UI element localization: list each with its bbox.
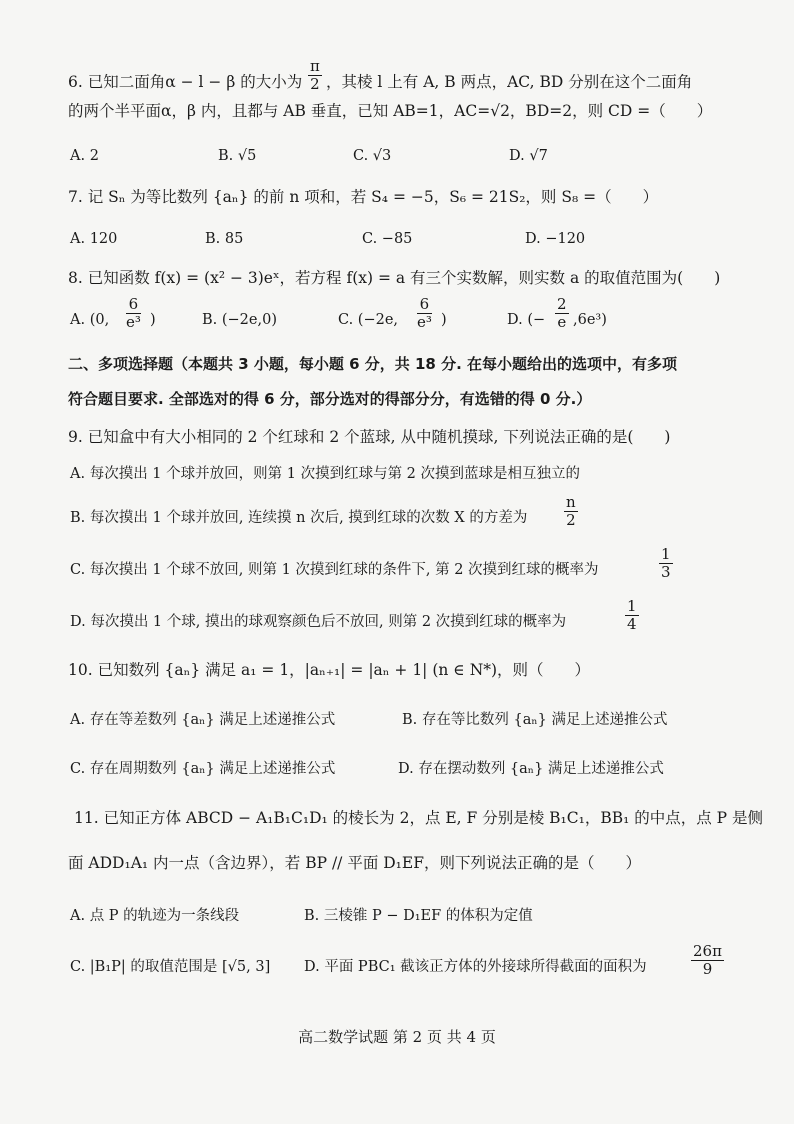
q9-option-d-num: 1: [627, 597, 637, 615]
q8-option-a-num: 6: [126, 296, 141, 314]
q9-option-d: D. 每次摸出 1 个球, 摸出的球观察颜色后不放回, 则第 2 次摸到红球的概率为: [70, 614, 567, 630]
q9-option-c: C. 每次摸出 1 个球不放回, 则第 1 次摸到红球的条件下, 第 2 次摸到红球的概率为: [70, 562, 599, 578]
q6-option-b: B. √5: [218, 148, 257, 164]
q11-option-d-frac: [691, 943, 724, 978]
q9-option-d-frac: [625, 598, 639, 633]
q6-option-c: C. √3: [353, 148, 392, 164]
q8-option-d-num: 2: [557, 295, 567, 313]
q9-option-b-num: n: [566, 493, 576, 511]
q10-option-a: A. 存在等差数列 {aₙ} 满足上述递推公式: [70, 712, 336, 728]
q6-stem-start: 6. 已知二面角α − l − β 的大小为: [68, 73, 303, 91]
section2-heading-text1: 二、多项选择题（本题共 3 小题，每小题 6 分，共 18 分. 在每小题给出的选项中，有多项: [68, 355, 678, 373]
q8-option-a-frac: [126, 296, 141, 331]
q8-option-a-post: ): [150, 312, 156, 328]
q8-option-c-den: e³: [417, 313, 432, 331]
page-footer: [0, 1027, 794, 1047]
q7-option-d: D. −120: [525, 231, 586, 247]
section2-heading-text2: 符合题目要求. 全部选对的得 6 分，部分选对的得部分分，有选错的得 0 分.）: [68, 390, 592, 408]
q9-option-b-den: 2: [566, 511, 576, 529]
q10-option-c: C. 存在周期数列 {aₙ} 满足上述递推公式: [70, 761, 336, 777]
q6-frac-den: 2: [310, 75, 320, 93]
q6-option-a: A. 2: [70, 148, 99, 164]
q8-option-a-pre: A. (0,: [70, 312, 110, 328]
q7-option-c: C. −85: [362, 231, 413, 247]
q9-option-d-den: 4: [627, 615, 637, 633]
q8-option-c-pre: C. (−2e,: [338, 312, 399, 328]
q8-option-d-den: e: [557, 313, 567, 331]
q8-option-d-pre: D. (−: [507, 312, 546, 328]
q9-option-c-den: 3: [661, 563, 671, 581]
q8-option-a-den: e³: [126, 313, 141, 331]
q11-option-d-num: 26π: [693, 942, 722, 960]
q9-option-a: A. 每次摸出 1 个球并放回，则第 1 次摸到红球与第 2 次摸到蓝球是相互独立的: [70, 466, 581, 482]
q6-stem-tail: ，其棱 l 上有 A, B 两点，AC, BD 分别在这个二面角: [326, 73, 693, 91]
q11-option-a: A. 点 P 的轨迹为一条线段: [70, 908, 240, 924]
q11-option-c: C. |B₁P| 的取值范围是 [√5, 3]: [70, 959, 271, 975]
q6-fraction: [308, 58, 322, 93]
q7-option-b: B. 85: [205, 231, 244, 247]
page-footer-text: 高二数学试题 第 2 页 共 4 页: [298, 1028, 496, 1046]
q8-option-d-post: ,6e³): [573, 312, 607, 328]
q11-stem-line1: 11. 已知正方体 ABCD − A₁B₁C₁D₁ 的棱长为 2，点 E, F 分别是棱 B₁C₁，BB₁ 的中点，点 P 是侧: [74, 809, 764, 827]
q11-stem-line2: 面 ADD₁A₁ 内一点（含边界），若 BP // 平面 D₁EF，则下列说法正确的是（ ）: [68, 854, 641, 872]
q8-option-b: B. (−2e,0): [202, 312, 277, 328]
q6-frac-num: π: [310, 57, 320, 75]
q6-stem-line2: 的两个半平面α，β 内，且都与 AB 垂直，已知 AB=1，AC=√2，BD=2，则 CD =（ ）: [68, 102, 713, 120]
q11-option-d: D. 平面 PBC₁ 截该正方体的外接球所得截面的面积为: [304, 959, 647, 975]
q6-option-d: D. √7: [509, 148, 548, 164]
q8-option-c-frac: [417, 296, 432, 331]
q9-stem-text: 9. 已知盒中有大小相同的 2 个红球和 2 个蓝球, 从中随机摸球, 下列说法正确的是( ): [68, 428, 671, 446]
q11-option-d-den: 9: [702, 960, 713, 978]
q9-option-b-frac: [564, 494, 578, 529]
q7-option-a: A. 120: [70, 231, 118, 247]
q10-option-d: D. 存在摆动数列 {aₙ} 满足上述递推公式: [398, 761, 664, 777]
q9-option-c-num: 1: [661, 545, 671, 563]
q8-option-c-num: 6: [417, 296, 432, 314]
q9-option-c-frac: [659, 546, 673, 581]
q9-option-b: B. 每次摸出 1 个球并放回, 连续摸 n 次后, 摸到红球的次数 X 的方差为: [70, 510, 528, 526]
q8-option-c-post: ): [441, 312, 447, 328]
q11-option-b: B. 三棱锥 P − D₁EF 的体积为定值: [304, 908, 533, 924]
q8-stem-text: 8. 已知函数 f(x) = (x² − 3)eˣ，若方程 f(x) = a 有三个实数解，则实数 a 的取值范围为( ): [68, 269, 721, 287]
q7-stem-text: 7. 记 Sₙ 为等比数列 {aₙ} 的前 n 项和，若 S₄ = −5，S₆ = 21S₂，则 S₈ =（ ）: [68, 188, 659, 206]
q10-option-b: B. 存在等比数列 {aₙ} 满足上述递推公式: [402, 712, 668, 728]
q8-option-d-frac: [555, 296, 569, 331]
q10-stem-text: 10. 已知数列 {aₙ} 满足 a₁ = 1，|aₙ₊₁| = |aₙ + 1| (n ∈ N*)，则（ ）: [68, 661, 591, 679]
